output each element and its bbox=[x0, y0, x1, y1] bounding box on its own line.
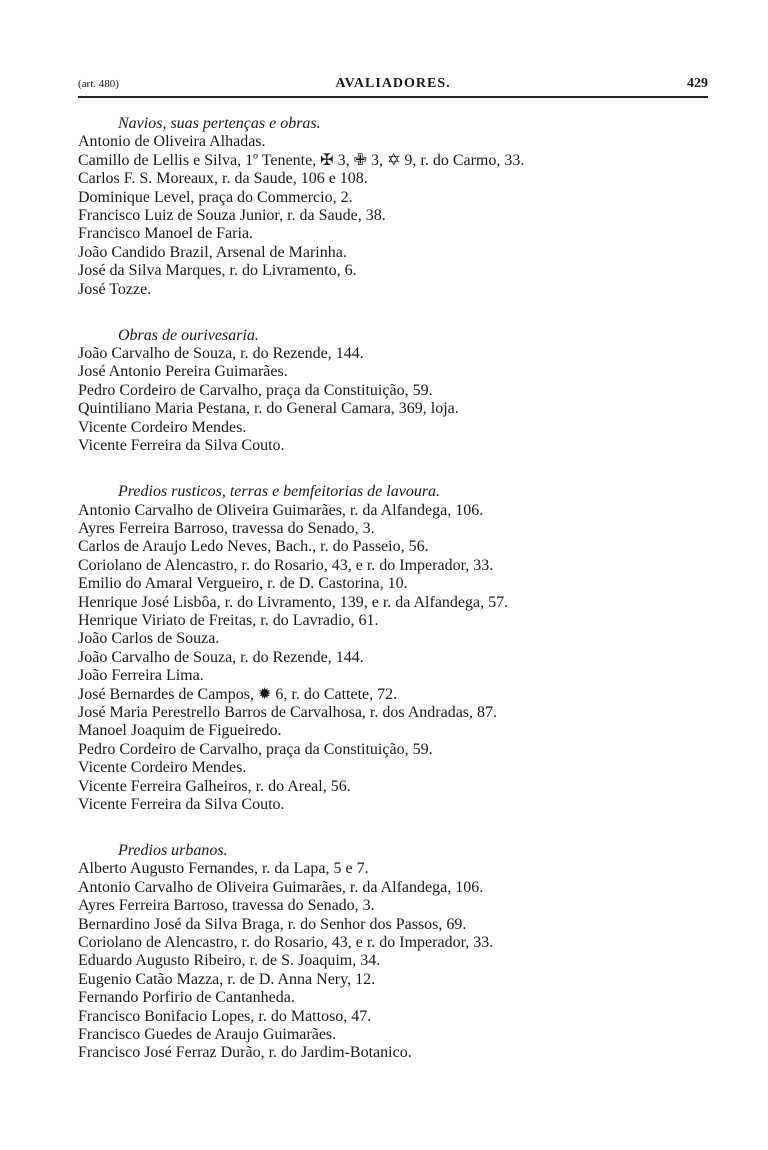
list-item: Fernando Porfirio de Cantanheda. bbox=[78, 989, 295, 1007]
list-item: Carlos F. S. Moreaux, r. da Saude, 106 e 108. bbox=[78, 170, 368, 188]
list-item: José Tozze. bbox=[78, 280, 152, 298]
list-item: Francisco Manoel de Faria. bbox=[78, 225, 254, 243]
list-item: Manoel Joaquim de Figueiredo. bbox=[78, 722, 282, 740]
list-item: Ayres Ferreira Barroso, travessa do Senado, 3. bbox=[78, 897, 375, 915]
section bbox=[78, 115, 718, 299]
list-item: Emilio do Amaral Vergueiro, r. de D. Castorina, 10. bbox=[78, 575, 408, 593]
list-item: Pedro Cordeiro de Carvalho, praça da Constituição, 59. bbox=[78, 381, 433, 399]
list-item: Quintiliano Maria Pestana, r. do General Camara, 369, loja. bbox=[78, 400, 459, 418]
section-heading: Navios, suas pertenças e obras. bbox=[118, 115, 321, 132]
section-heading: Predios rusticos, terras e bemfeitorias de lavoura. bbox=[118, 483, 441, 501]
list-item: Bernardino José da Silva Braga, r. do Senhor dos Passos, 69. bbox=[78, 915, 467, 933]
list-item: José Bernardes de Campos, ✹ 6, r. do Cattete, 72. bbox=[78, 685, 398, 703]
list-item: João Candido Brazil, Arsenal de Marinha. bbox=[78, 243, 347, 261]
page-title: AVALIADORES. bbox=[335, 76, 451, 91]
page-body bbox=[78, 115, 718, 1090]
section bbox=[78, 842, 718, 1063]
list-item: Eugenio Catão Mazza, r. de D. Anna Nery, 12. bbox=[78, 970, 376, 988]
running-header bbox=[78, 76, 708, 98]
list-item: Francisco Guedes de Araujo Guimarães. bbox=[78, 1026, 337, 1044]
list-item: Pedro Cordeiro de Carvalho, praça da Constituição, 59. bbox=[78, 740, 433, 758]
list-item: José da Silva Marques, r. do Livramento, 6. bbox=[78, 262, 357, 280]
list-item: João Ferreira Lima. bbox=[78, 667, 204, 685]
list-item: Vicente Ferreira da Silva Couto. bbox=[78, 796, 285, 813]
list-item: Antonio Carvalho de Oliveira Guimarães, r. da Alfandega, 106. bbox=[78, 501, 484, 519]
list-item: Francisco Luiz de Souza Junior, r. da Saude, 38. bbox=[78, 207, 386, 225]
list-item: Alberto Augusto Fernandes, r. da Lapa, 5 e 7. bbox=[78, 860, 369, 878]
list-item: Henrique Viriato de Freitas, r. do Lavradio, 61. bbox=[78, 611, 379, 629]
section bbox=[78, 483, 718, 814]
list-item: Henrique José Lisbôa, r. do Livramento, 139, e r. da Alfandega, 57. bbox=[78, 593, 509, 611]
list-item: Camillo de Lellis e Silva, 1º Tenente, ✠ 3, ✙ 3, ✡ 9, r. do Carmo, 33. bbox=[78, 151, 525, 169]
section bbox=[78, 327, 718, 456]
article-reference: (art. 480) bbox=[78, 78, 119, 90]
list-item: Vicente Cordeiro Mendes. bbox=[78, 759, 247, 777]
list-item: Vicente Ferreira Galheiros, r. do Areal, 56. bbox=[78, 777, 351, 795]
list-item: Carlos de Araujo Ledo Neves, Bach., r. do Passeio, 56. bbox=[78, 538, 429, 556]
list-item: João Carvalho de Souza, r. do Rezende, 144. bbox=[78, 648, 364, 666]
list-item: Coriolano de Alencastro, r. do Rosario, 43, e r. do Imperador, 33. bbox=[78, 556, 494, 574]
section-heading: Predios urbanos. bbox=[118, 842, 228, 859]
list-item: Antonio de Oliveira Alhadas. bbox=[78, 133, 266, 151]
list-item: João Carvalho de Souza, r. do Rezende, 144. bbox=[78, 345, 364, 363]
list-item: Ayres Ferreira Barroso, travessa do Senado, 3. bbox=[78, 519, 375, 537]
page-number: 429 bbox=[687, 76, 708, 91]
list-item: Coriolano de Alencastro, r. do Rosario, 43, e r. do Imperador, 33. bbox=[78, 934, 494, 952]
list-item: Francisco Bonifacio Lopes, r. do Mattoso, 47. bbox=[78, 1007, 372, 1025]
list-item: Dominique Level, praça do Commercio, 2. bbox=[78, 188, 353, 206]
section-heading: Obras de ourivesaria. bbox=[118, 326, 259, 344]
list-item: Vicente Ferreira da Silva Couto. bbox=[78, 437, 285, 455]
list-item: Eduardo Augusto Ribeiro, r. de S. Joaquim, 34. bbox=[78, 952, 381, 970]
list-item: Francisco José Ferraz Durão, r. do Jardim-Botanico. bbox=[78, 1044, 412, 1062]
list-item: Antonio Carvalho de Oliveira Guimarães, r. da Alfandega, 106. bbox=[78, 878, 484, 896]
list-item: Vicente Cordeiro Mendes. bbox=[78, 418, 247, 436]
list-item: José Maria Perestrello Barros de Carvalhosa, r. dos Andradas, 87. bbox=[78, 703, 498, 721]
list-item: João Carlos de Souza. bbox=[78, 630, 220, 648]
list-item: José Antonio Pereira Guimarães. bbox=[78, 363, 288, 381]
